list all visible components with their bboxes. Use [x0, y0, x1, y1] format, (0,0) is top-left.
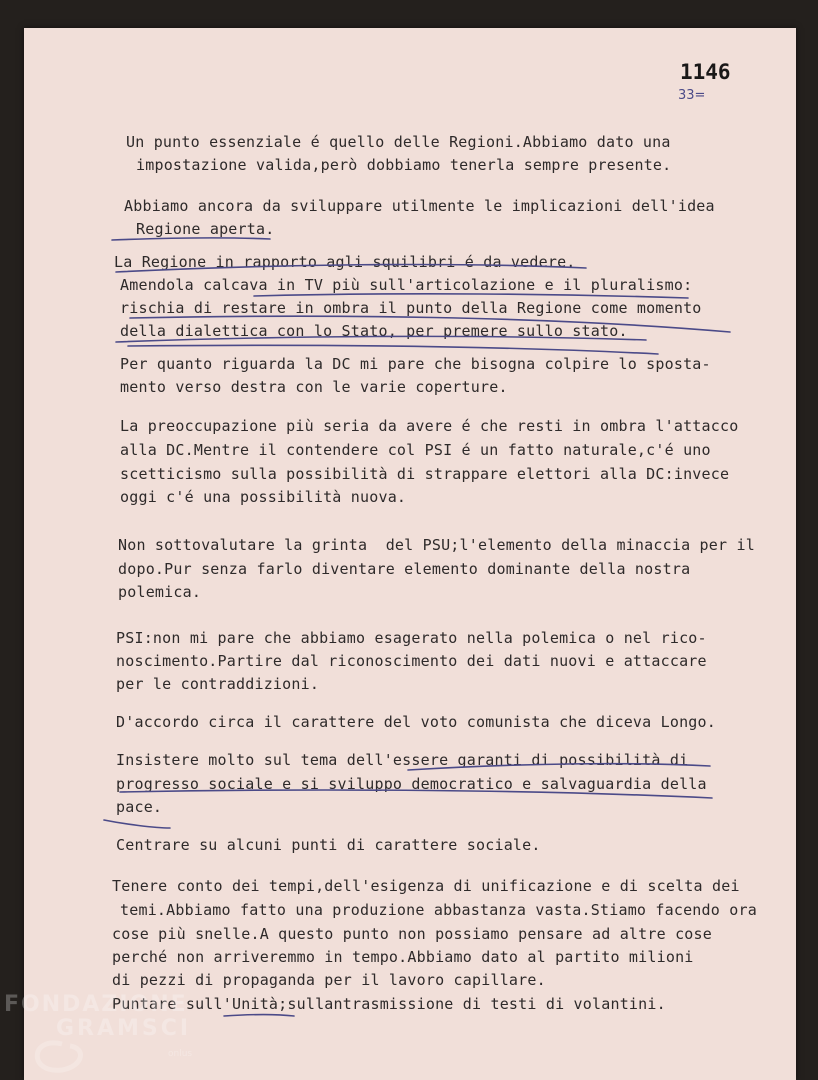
watermark-line3: onlus [168, 1049, 193, 1059]
text-line: Regione aperta. [136, 220, 275, 238]
text-line: mento verso destra con le varie coperture. [120, 378, 508, 396]
text-line: Per quanto riguarda la DC mi pare che bisogna colpire lo sposta- [120, 355, 711, 373]
text-line: La Regione in rapporto agli squilibri é da vedere. [114, 253, 576, 271]
text-line: Puntare sull'Unità;sullantrasmissione di testi di volantini. [112, 995, 666, 1013]
text-line: Un punto essenziale é quello delle Regioni.Abbiamo dato una [126, 133, 671, 151]
text-line: di pezzi di propaganda per il lavoro capillare. [112, 971, 546, 989]
text-line: dopo.Pur senza farlo diventare elemento dominante della nostra [118, 560, 691, 578]
text-line: Centrare su alcuni punti di carattere sociale. [116, 836, 541, 854]
text-line: perché non arriveremmo in tempo.Abbiamo dato al partito milioni [112, 948, 694, 966]
text-line: della dialettica con lo Stato, per premere sullo stato. [120, 322, 628, 340]
text-line: Amendola calcava in TV più sull'articolazione e il pluralismo: [120, 276, 693, 294]
handwritten-page-number: 33= [678, 88, 706, 103]
text-line: scetticismo sulla possibilità di strappare elettori alla DC:invece [120, 465, 730, 483]
page-number: 1146 [680, 60, 731, 84]
text-line: PSI:non mi pare che abbiamo esagerato nella polemica o nel rico- [116, 629, 707, 647]
text-line: temi.Abbiamo fatto una produzione abbastanza vasta.Stiamo facendo ora [120, 901, 757, 919]
text-line: polemica. [118, 583, 202, 601]
text-line: rischia di restare in ombra il punto della Regione come momento [120, 299, 702, 317]
watermark-line1: FONDAZIONE [4, 992, 188, 1017]
text-line: Insistere molto sul tema dell'essere garanti di possibilità di [116, 751, 689, 769]
underline-stroke [128, 345, 658, 354]
text-line: progresso sociale e si sviluppo democratico e salvaguardia della [116, 775, 707, 793]
document-page [24, 28, 796, 1080]
text-line: per le contraddizioni. [116, 675, 320, 693]
text-line: La preoccupazione più seria da avere é che resti in ombra l'attacco [120, 417, 739, 435]
text-line: impostazione valida,però dobbiamo tenerla sempre presente. [136, 156, 672, 174]
watermark-line2: GRAMSCI [56, 1016, 192, 1041]
text-line: cose più snelle.A questo punto non possiamo pensare ad altre cose [112, 925, 712, 943]
text-line: alla DC.Mentre il contendere col PSI é un fatto naturale,c'é uno [120, 441, 711, 459]
text-line: oggi c'é una possibilità nuova. [120, 488, 407, 506]
text-line: pace. [116, 798, 163, 816]
text-line: D'accordo circa il carattere del voto comunista che diceva Longo. [116, 713, 716, 731]
text-line: Non sottovalutare la grinta del PSU;l'elemento della minaccia per il [118, 536, 755, 554]
text-line: noscimento.Partire dal riconoscimento dei dati nuovi e attaccare [116, 652, 707, 670]
underline-stroke [104, 820, 170, 828]
text-line: Abbiamo ancora da sviluppare utilmente le implicazioni dell'idea [124, 197, 715, 215]
text-line: Tenere conto dei tempi,dell'esigenza di unificazione e di scelta dei [112, 877, 740, 895]
underline-stroke [224, 1015, 294, 1017]
